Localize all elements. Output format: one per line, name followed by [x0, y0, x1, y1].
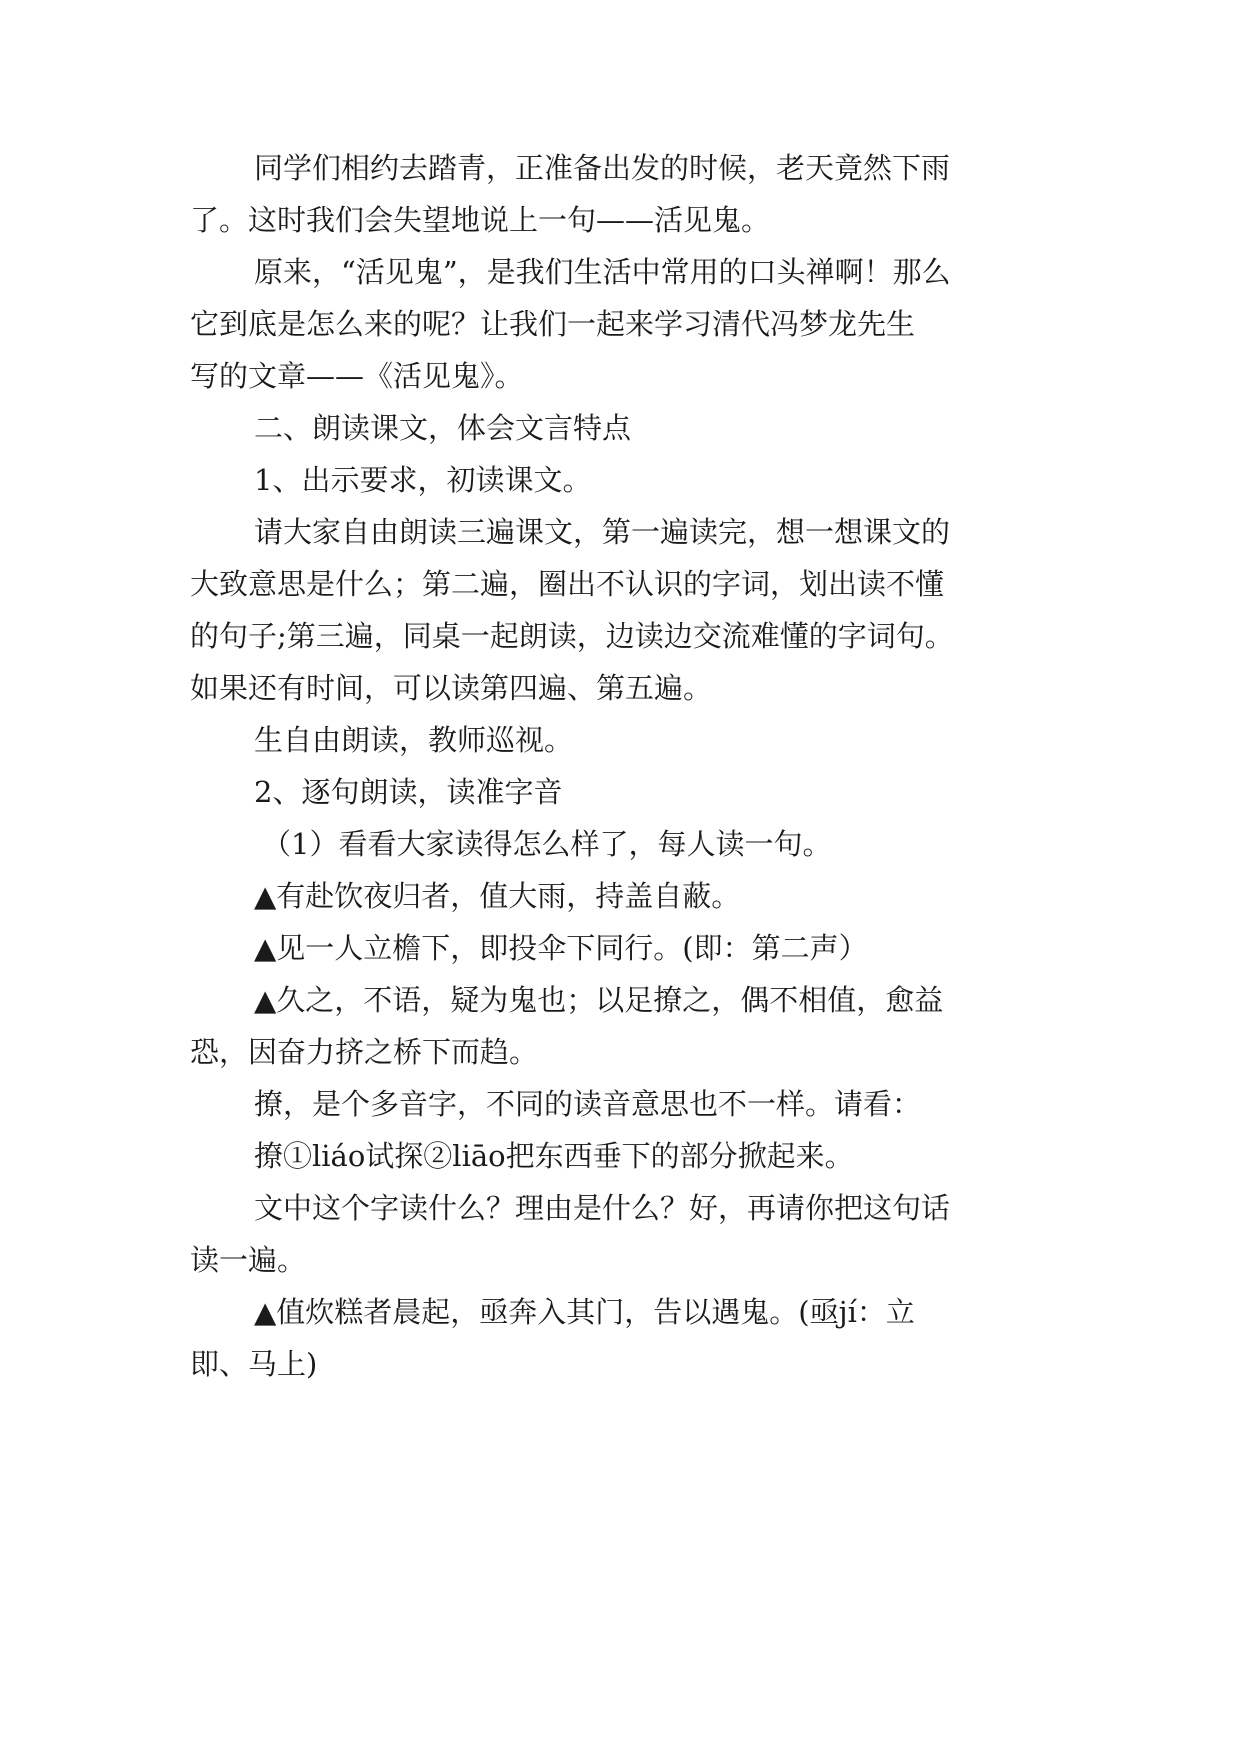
paragraph-line: 文中这个字读什么？理由是什么？好，再请你把这句话 — [254, 1191, 951, 1225]
paragraph-line: 请大家自由朗读三遍课文，第一遍读完，想一想课文的 — [254, 515, 951, 549]
quoted-sentence: 即、马上) — [190, 1347, 318, 1381]
document-page — [190, 0, 1050, 1754]
quoted-sentence: ▲见一人立檐下，即投伞下同行。(即：第二声） — [254, 931, 868, 965]
subsection-heading: 2、逐句朗读，读准字音 — [254, 775, 563, 809]
paragraph-line: 原来，“活见鬼”，是我们生活中常用的口头禅啊！那么 — [254, 255, 951, 289]
paragraph-line: 同学们相约去踏青，正准备出发的时候，老天竟然下雨 — [254, 151, 951, 185]
paragraph-line: 它到底是怎么来的呢？让我们一起来学习清代冯梦龙先生 — [190, 307, 916, 341]
quoted-sentence: ▲值炊糕者晨起，亟奔入其门，告以遇鬼。(亟jí：立 — [254, 1295, 915, 1329]
pronunciation-note: 撩①liáo试探②liāo把东西垂下的部分掀起来。 — [254, 1139, 854, 1173]
quoted-sentence: 恐，因奋力挤之桥下而趋。 — [190, 1035, 539, 1069]
paragraph-line: 了。这时我们会失望地说上一句——活见鬼。 — [190, 203, 771, 237]
paragraph-line: 大致意思是什么；第二遍，圈出不认识的字词，划出读不懂 — [190, 567, 945, 601]
section-heading: 二、朗读课文，体会文言特点 — [254, 411, 632, 445]
subsection-heading: 1、出示要求，初读课文。 — [254, 463, 592, 497]
paragraph-line: 如果还有时间，可以读第四遍、第五遍。 — [190, 671, 713, 705]
quoted-sentence: ▲有赴饮夜归者，值大雨，持盖自蔽。 — [254, 879, 741, 913]
paragraph-line: 的句子;第三遍，同桌一起朗读，边读边交流难懂的字词句。 — [190, 619, 954, 653]
paragraph-line: 读一遍。 — [190, 1243, 307, 1277]
paragraph-line: 生自由朗读，教师巡视。 — [254, 723, 574, 757]
paragraph-line: 写的文章——《活见鬼》。 — [190, 359, 524, 393]
paragraph-line: 撩，是个多音字，不同的读音意思也不一样。请看： — [254, 1087, 922, 1121]
paragraph-line: （1）看看大家读得怎么样了，每人读一句。 — [262, 827, 832, 861]
quoted-sentence: ▲久之，不语，疑为鬼也；以足撩之，偶不相值，愈益 — [254, 983, 944, 1017]
